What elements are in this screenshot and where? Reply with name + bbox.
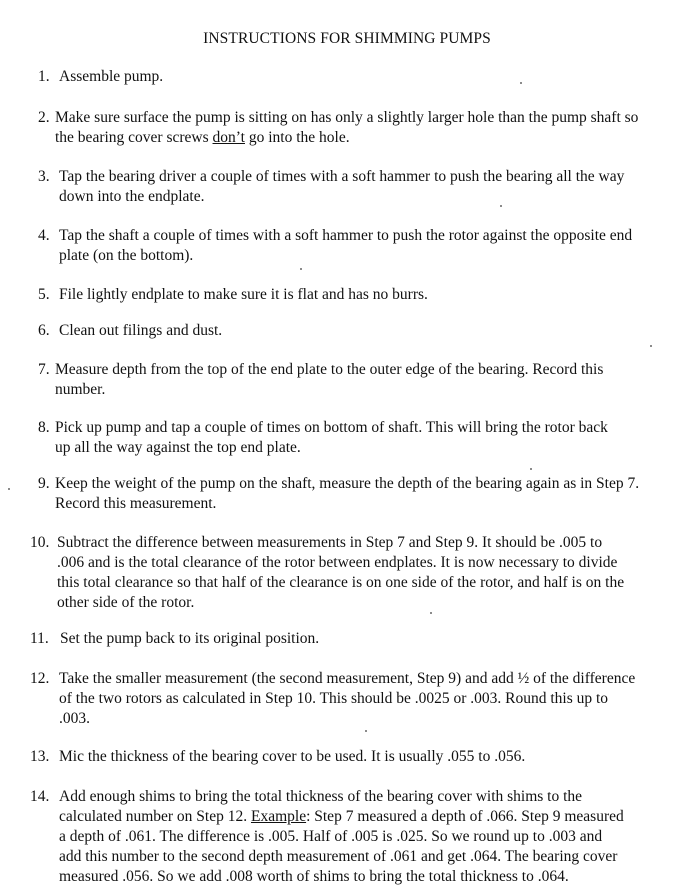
scan-speck: [530, 468, 532, 470]
step-number: 6.: [38, 322, 50, 339]
step-text: [57, 533, 687, 613]
scan-speck: [300, 268, 302, 270]
step-line: number.: [55, 381, 106, 398]
step-text: Clean out filings and dust.: [59, 322, 223, 339]
step-line: Take the smaller measurement (the second measurement, Step 9) and add ½ of the difference: [59, 670, 636, 687]
step-text: [59, 669, 689, 729]
step-number: 14.: [30, 788, 50, 805]
step-line: Make sure surface the pump is sitting on has only a slightly larger hole than the pump shaft so: [55, 109, 639, 126]
step-number: 3.: [38, 168, 50, 185]
step-line-part: calculated number on Step 12.: [59, 808, 251, 825]
step-line: [59, 807, 689, 827]
step-line: of the two rotors as calculated in Step 10. This should be .0025 or .003. Round this up to: [59, 690, 609, 707]
step-number: 12.: [30, 670, 50, 687]
step-line: measured .056. So we add .008 worth of shims to bring the total thickness to .064.: [59, 868, 569, 885]
step-line-part: : Step 7 measured a depth of .066. Step 9 measured: [306, 808, 624, 825]
step-number: 1.: [38, 68, 50, 85]
step-line: plate (on the bottom).: [59, 247, 194, 264]
underlined-word: don’t: [212, 129, 245, 146]
step-line: up all the way against the top end plate.: [55, 439, 301, 456]
step-line: this total clearance so that half of the clearance is on one side of the rotor, and half is on the: [57, 574, 625, 591]
scan-speck: [650, 345, 652, 347]
step-line: Record this measurement.: [55, 495, 217, 512]
step-line: Pick up pump and tap a couple of times on bottom of shaft. This will bring the rotor back: [55, 419, 608, 436]
step-text: [55, 474, 685, 514]
step-line: Tap the bearing driver a couple of times with a soft hammer to push the bearing all the way: [59, 168, 625, 185]
step-line: Subtract the difference between measurements in Step 7 and Step 9. It should be .005 to: [57, 534, 603, 551]
step-text: [59, 787, 689, 887]
step-line: Add enough shims to bring the total thickness of the bearing cover with shims to the: [59, 788, 583, 805]
step-text: [59, 167, 681, 207]
step-text: Assemble pump.: [59, 68, 164, 85]
step-text: [59, 226, 689, 266]
step-line-part: go into the hole.: [244, 129, 350, 146]
step-number: 7.: [38, 361, 50, 378]
step-number: 10.: [30, 534, 50, 551]
step-line: Tap the shaft a couple of times with a soft hammer to push the rotor against the opposite end: [59, 227, 633, 244]
step-number: 8.: [38, 419, 50, 436]
step-text: File lightly endplate to make sure it is flat and has no burrs.: [59, 286, 428, 303]
scan-speck: [8, 488, 10, 490]
step-number: 2.: [38, 109, 50, 126]
step-number: 4.: [38, 227, 50, 244]
step-line: other side of the rotor.: [57, 594, 195, 611]
scan-speck: [520, 82, 522, 84]
step-text: Set the pump back to its original position.: [60, 630, 320, 647]
step-text: [55, 418, 677, 458]
step-text: [55, 108, 685, 148]
underlined-word: Example: [250, 808, 307, 825]
step-text: [55, 360, 677, 400]
step-number: 9.: [38, 475, 50, 492]
step-line-part: the bearing cover screws: [55, 129, 213, 146]
step-number: 5.: [38, 286, 50, 303]
step-line: a depth of .061. The difference is .005. Half of .005 is .025. So we round up to .003 and: [59, 828, 603, 845]
step-number: 11.: [30, 630, 49, 647]
scan-speck: [500, 205, 502, 207]
step-line: Keep the weight of the pump on the shaft, measure the depth of the bearing again as in Step 7.: [55, 475, 640, 492]
step-number: 13.: [30, 748, 50, 765]
scan-speck: [430, 612, 432, 614]
scan-speck: [365, 730, 367, 732]
step-line: [55, 128, 685, 148]
step-line: add this number to the second depth measurement of .061 and get .064. The bearing cover: [59, 848, 618, 865]
step-line: .003.: [59, 710, 90, 727]
step-line: down into the endplate.: [59, 188, 205, 205]
step-line: Measure depth from the top of the end plate to the outer edge of the bearing. Record this: [55, 361, 604, 378]
step-line: .006 and is the total clearance of the rotor between endplates. It is now necessary to divide: [57, 554, 618, 571]
document-title: INSTRUCTIONS FOR SHIMMING PUMPS: [203, 30, 491, 47]
step-text: Mic the thickness of the bearing cover to be used. It is usually .055 to .056.: [59, 748, 526, 765]
